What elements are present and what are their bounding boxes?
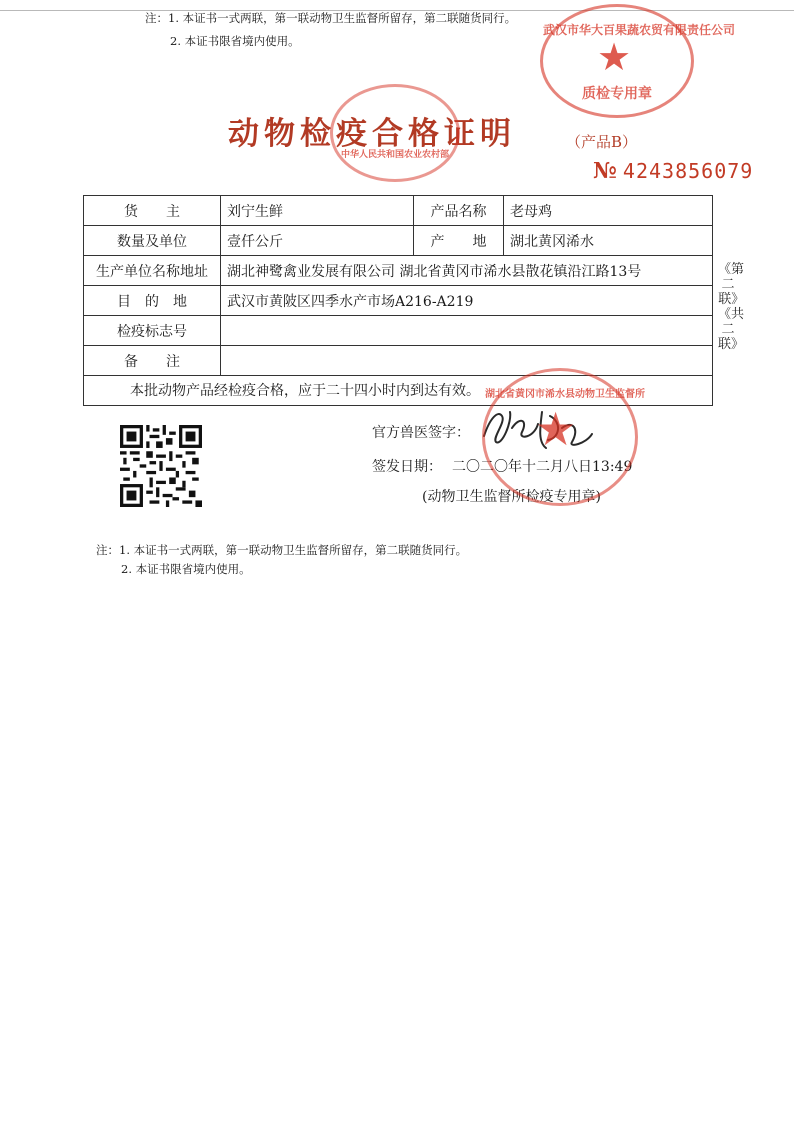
table-row	[84, 316, 713, 346]
remarks-value	[221, 346, 713, 376]
issue-date-label: 签发日期：	[372, 459, 442, 475]
owner-label: 货 主	[84, 196, 221, 226]
qr-code-icon	[120, 424, 202, 508]
origin-value: 湖北黄冈浠水	[504, 226, 713, 256]
bottom-note-1: 注：1. 本证书一式两联，第一联动物卫生监督所留存，第二联随货同行。	[96, 543, 468, 557]
remarks-label: 备 注	[84, 346, 221, 376]
star-icon: ★	[535, 402, 577, 456]
table-row	[84, 256, 713, 286]
issue-date-value: 二〇二〇年十二月八日13:49	[452, 459, 633, 475]
destination-label: 目 的 地	[84, 286, 221, 316]
copy-indicator: 《第二联》《共二联》	[718, 262, 745, 352]
bottom-note-2: 2. 本证书限省境内使用。	[121, 562, 251, 576]
quantity-value: 壹仟公斤	[221, 226, 414, 256]
national-seal	[330, 84, 460, 182]
certificate-table	[83, 195, 713, 505]
producer-label: 生产单位名称地址	[84, 256, 221, 286]
origin-label: 产 地	[414, 226, 504, 256]
serial-value: 4243856079	[622, 159, 754, 183]
office-seal	[482, 368, 645, 506]
quantity-label: 数量及单位	[84, 226, 221, 256]
top-note-1: 注：1. 本证书一式两联，第一联动物卫生监督所留存，第二联随货同行。	[145, 11, 517, 25]
company-seal-sub-text: 质检专用章	[582, 86, 652, 102]
table-row	[84, 376, 713, 406]
table-row	[84, 286, 713, 316]
destination-value: 武汉市黄陂区四季水产市场A216-A219	[221, 286, 713, 316]
vet-signature-label: 官方兽医签字：	[372, 425, 470, 441]
company-quality-seal	[540, 4, 736, 118]
certificate-subtitle: （产品B）	[566, 133, 638, 151]
mark-value	[221, 316, 713, 346]
table-row	[84, 346, 713, 376]
star-icon: ★	[597, 35, 632, 79]
certificate-title: 动物检疫合格证明	[228, 116, 516, 152]
producer-value: 湖北神鹭禽业发展有限公司 湖北省黄冈市浠水县散花镇沿江路13号	[221, 256, 713, 286]
table-row	[84, 196, 713, 226]
validity-statement: 本批动物产品经检疫合格，应于二十四小时内到达有效。	[130, 383, 480, 399]
product-name-value: 老母鸡	[504, 196, 713, 226]
mark-label: 检疫标志号	[84, 316, 221, 346]
company-seal-text: 武汉市华大百果蔬农贸有限责任公司	[543, 23, 736, 37]
serial-prefix: №	[593, 158, 617, 184]
product-name-label: 产品名称	[414, 196, 504, 226]
top-note-2: 2. 本证书限省境内使用。	[170, 34, 300, 48]
serial-number	[593, 158, 753, 184]
national-seal-text: 中华人民共和国农业农村部	[340, 150, 449, 160]
office-seal-text: 湖北省黄冈市浠水县动物卫生监督所	[485, 389, 645, 400]
certificate-footer-cell	[84, 376, 713, 505]
office-seal-label: (动物卫生监督所检疫专用章)	[422, 489, 601, 505]
table-row	[84, 226, 713, 256]
owner-value: 刘宁生鲜	[221, 196, 414, 226]
